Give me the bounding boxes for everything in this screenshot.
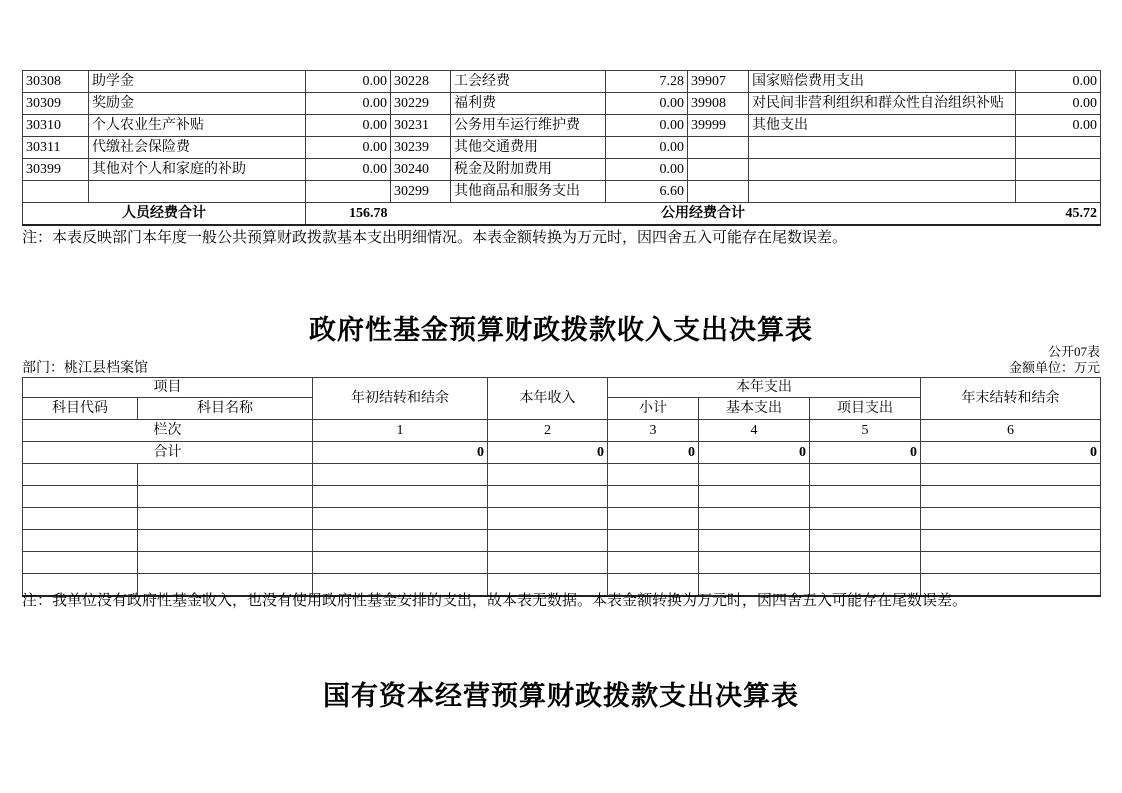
name-cell: 公务用车运行维护费 [451,115,606,137]
project-expense-header: 项目支出 [810,398,921,420]
subject-name-header: 科目名称 [138,398,313,420]
empty-cell [921,508,1101,530]
column-index-cell: 3 [608,420,699,442]
empty-cell [810,552,921,574]
column-index-row [23,420,1101,442]
empty-cell [810,464,921,486]
name-cell: 工会经费 [451,71,606,93]
empty-cell [921,530,1101,552]
empty-cell [23,530,138,552]
amount-cell: 0.00 [606,137,688,159]
empty-cell [313,464,488,486]
name-cell: 对民间非营利组织和群众性自治组织补贴 [749,93,1016,115]
name-cell: 福利费 [451,93,606,115]
section2-title: 政府性基金预算财政拨款收入支出决算表 [309,315,813,345]
empty-cell [488,508,608,530]
code-cell: 30310 [23,115,89,137]
code-cell: 39907 [688,71,749,93]
grand-total-label: 合计 [23,442,313,464]
amount-cell: 0.00 [306,115,391,137]
empty-cell [488,464,608,486]
amount-cell: 0.00 [606,159,688,181]
code-cell: 30229 [391,93,451,115]
basic-expenditure-detail-table [22,70,1101,226]
empty-cell [810,486,921,508]
empty-row [23,508,1101,530]
empty-cell [608,552,699,574]
personnel-total-value: 156.78 [306,203,391,226]
code-cell: 30299 [391,181,451,203]
column-index-cell: 2 [488,420,608,442]
section3-title: 国有资本经营预算财政拨款支出决算表 [323,681,799,711]
subtotal-header: 小计 [608,398,699,420]
empty-cell [921,552,1101,574]
empty-cell [810,530,921,552]
subject-code-header: 科目代码 [23,398,138,420]
personnel-total-label: 人员经费合计 [23,203,306,226]
empty-cell [138,486,313,508]
amount-cell: 0.00 [1016,93,1101,115]
table1-note: 注：本表反映部门本年度一般公共预算财政拨款基本支出明细情况。本表金额转换为万元时，因四舍五入可能存在尾数误差。 [22,230,848,246]
empty-cell [23,508,138,530]
begin-balance-header: 年初结转和结余 [313,378,488,420]
amount-cell [1016,137,1101,159]
header-row [23,378,1101,398]
code-cell [688,181,749,203]
empty-cell [699,552,810,574]
empty-row [23,530,1101,552]
amount-cell [306,181,391,203]
name-cell: 税金及附加费用 [451,159,606,181]
empty-cell [608,530,699,552]
total-value-cell: 0 [921,442,1101,464]
unit-label: 金额单位：万元 [1008,360,1100,375]
code-cell: 30308 [23,71,89,93]
name-cell: 其他对个人和家庭的补助 [89,159,306,181]
name-cell: 其他交通费用 [451,137,606,159]
table-row [23,71,1101,93]
empty-cell [23,486,138,508]
end-balance-header: 年末结转和结余 [921,378,1101,420]
name-cell [749,181,1016,203]
empty-cell [608,486,699,508]
table2-note: 注：我单位没有政府性基金收入，也没有使用政府性基金安排的支出，故本表无数据。本表金额转换为万元时，因四舍五入可能存在尾数误差。 [22,593,968,609]
empty-cell [488,530,608,552]
code-cell: 30231 [391,115,451,137]
code-cell [688,159,749,181]
column-index-cell: 4 [699,420,810,442]
empty-cell [313,486,488,508]
empty-cell [23,552,138,574]
table-row [23,93,1101,115]
total-value-cell: 0 [488,442,608,464]
empty-cell [921,486,1101,508]
amount-cell [1016,159,1101,181]
code-cell: 30311 [23,137,89,159]
empty-cell [138,508,313,530]
name-cell [749,137,1016,159]
code-cell: 30399 [23,159,89,181]
table-row [23,115,1101,137]
code-cell: 39908 [688,93,749,115]
year-expense-header: 本年支出 [608,378,921,398]
empty-cell [608,464,699,486]
public-total-value: 45.72 [1016,203,1101,226]
column-index-cell: 6 [921,420,1101,442]
empty-cell [699,530,810,552]
name-cell: 代缴社会保险费 [89,137,306,159]
total-value-cell: 0 [313,442,488,464]
empty-row [23,552,1101,574]
empty-cell [699,464,810,486]
amount-cell: 0.00 [306,137,391,159]
empty-cell [810,508,921,530]
project-header: 项目 [23,378,313,398]
amount-cell: 0.00 [1016,115,1101,137]
amount-cell: 0.00 [306,93,391,115]
gov-fund-budget-table [22,377,1101,597]
amount-cell: 7.28 [606,71,688,93]
empty-cell [313,552,488,574]
amount-cell: 0.00 [306,71,391,93]
table-row [23,137,1101,159]
name-cell [89,181,306,203]
total-value-cell: 0 [608,442,699,464]
code-cell: 30228 [391,71,451,93]
name-cell: 个人农业生产补贴 [89,115,306,137]
amount-cell: 0.00 [606,115,688,137]
empty-cell [138,552,313,574]
code-cell: 30309 [23,93,89,115]
amount-cell: 0.00 [306,159,391,181]
column-index-cell: 1 [313,420,488,442]
totals-row [23,203,1101,226]
grand-total-row [23,442,1101,464]
name-cell: 其他商品和服务支出 [451,181,606,203]
table-code-label: 公开07表 [1047,344,1100,359]
amount-cell: 6.60 [606,181,688,203]
name-cell: 助学金 [89,71,306,93]
basic-expense-header: 基本支出 [699,398,810,420]
code-cell: 39999 [688,115,749,137]
amount-cell: 0.00 [1016,71,1101,93]
total-value-cell: 0 [810,442,921,464]
empty-row [23,464,1101,486]
column-index-cell: 5 [810,420,921,442]
code-cell [23,181,89,203]
empty-cell [313,508,488,530]
empty-cell [921,464,1101,486]
code-cell: 30239 [391,137,451,159]
amount-cell: 0.00 [606,93,688,115]
code-cell [688,137,749,159]
code-cell: 30240 [391,159,451,181]
name-cell: 国家赔偿费用支出 [749,71,1016,93]
year-income-header: 本年收入 [488,378,608,420]
name-cell: 其他支出 [749,115,1016,137]
empty-row [23,486,1101,508]
empty-cell [488,486,608,508]
column-index-label: 栏次 [23,420,313,442]
empty-cell [488,552,608,574]
table-row [23,181,1101,203]
public-total-label: 公用经费合计 [391,203,1016,226]
name-cell [749,159,1016,181]
empty-cell [138,530,313,552]
amount-cell [1016,181,1101,203]
table-row [23,159,1101,181]
empty-cell [138,464,313,486]
empty-cell [23,464,138,486]
empty-cell [699,508,810,530]
empty-cell [699,486,810,508]
total-value-cell: 0 [699,442,810,464]
name-cell: 奖励金 [89,93,306,115]
department-label: 部门：桃江县档案馆 [22,361,148,376]
empty-cell [608,508,699,530]
empty-cell [313,530,488,552]
